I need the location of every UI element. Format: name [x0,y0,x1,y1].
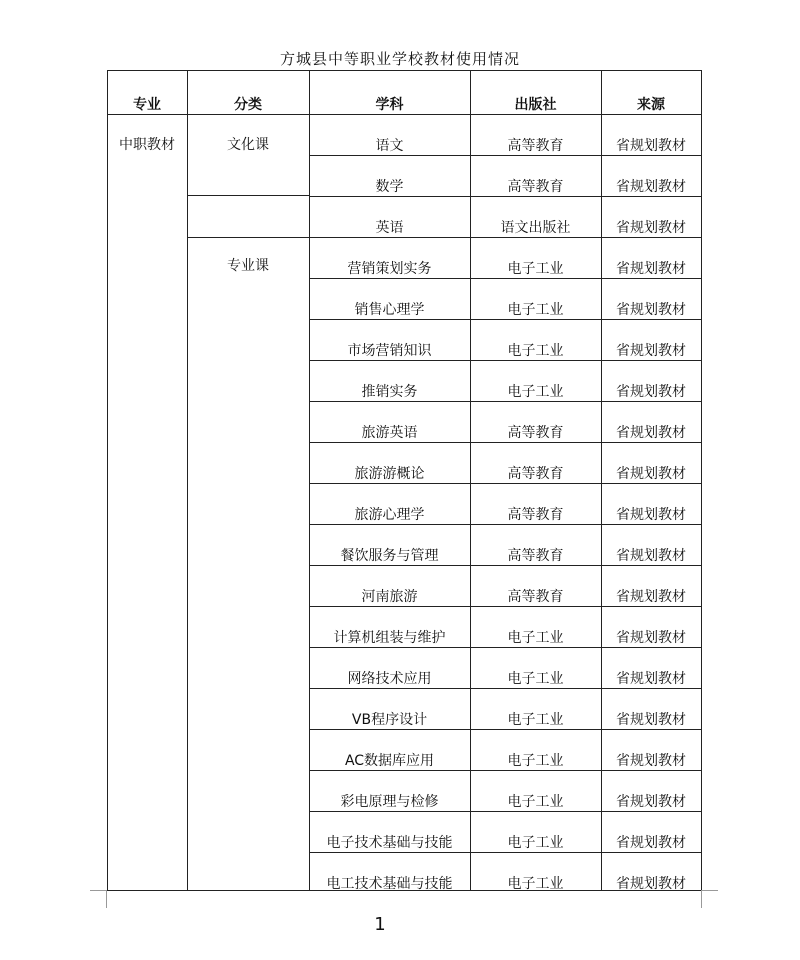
subject-cell: 电工技术基础与技能 [326,876,453,892]
row-divider [309,237,702,238]
subject-cell: VB程序设计 [351,712,428,728]
crop-mark-left [90,890,106,891]
source-cell: 省规划教材 [616,220,686,236]
source-cell: 省规划教材 [616,835,686,851]
subject-cell: 销售心理学 [354,302,425,318]
row-divider [309,524,702,525]
source-cell: 省规划教材 [616,138,686,154]
subject-cell: 旅游游概论 [354,466,425,482]
publisher-cell: 高等教育 [507,589,564,605]
subject-cell: 语文 [375,138,404,154]
source-cell: 省规划教材 [616,302,686,318]
source-cell: 省规划教材 [616,261,686,277]
source-cell: 省规划教材 [616,548,686,564]
source-cell: 省规划教材 [616,425,686,441]
subject-cell: AC数据库应用 [344,753,435,769]
row-divider [309,565,702,566]
category-divider [187,237,310,238]
publisher-cell: 电子工业 [507,794,564,810]
row-divider [309,278,702,279]
page-title: 方城县中等职业学校教材使用情况 [279,50,520,68]
source-cell: 省规划教材 [616,343,686,359]
publisher-cell: 高等教育 [507,466,564,482]
row-divider [309,729,702,730]
subject-cell: 旅游英语 [361,425,418,441]
row-divider [309,647,702,648]
major-cell: 中职教材 [119,137,175,153]
subject-cell: 计算机组装与维护 [333,630,446,646]
source-cell: 省规划教材 [616,794,686,810]
column-border-0 [107,70,108,891]
subject-cell: 河南旅游 [361,589,418,605]
row-divider [309,196,702,197]
subject-cell: 网络技术应用 [347,671,432,687]
publisher-cell: 电子工业 [507,753,564,769]
row-divider [309,319,702,320]
publisher-cell: 电子工业 [507,876,564,892]
row-divider [309,155,702,156]
row-divider [309,606,702,607]
source-cell: 省规划教材 [616,589,686,605]
category-culture: 文化课 [227,137,269,153]
table-top-border [107,70,702,71]
subject-cell: 推销实务 [361,384,418,400]
column-border-1 [187,70,188,891]
subject-cell: 餐饮服务与管理 [340,548,439,564]
column-border-5 [701,70,702,891]
row-divider [309,442,702,443]
page-number: 1 [374,914,386,935]
row-divider [309,852,702,853]
row-divider [309,401,702,402]
crop-mark-right [702,890,718,891]
header-bottom-border [107,114,702,115]
publisher-cell: 电子工业 [507,384,564,400]
source-cell: 省规划教材 [616,753,686,769]
crop-mark-left-vertical [106,890,107,908]
source-cell: 省规划教材 [616,507,686,523]
publisher-cell: 语文出版社 [500,220,571,236]
category-divider [187,195,310,196]
subject-cell: 数学 [375,179,404,195]
source-cell: 省规划教材 [616,384,686,400]
publisher-cell: 高等教育 [507,138,564,154]
subject-cell: 电子技术基础与技能 [326,835,453,851]
row-divider [309,770,702,771]
header-source: 来源 [637,97,665,113]
publisher-cell: 电子工业 [507,835,564,851]
source-cell: 省规划教材 [616,876,686,892]
header-publisher: 出版社 [514,97,557,113]
publisher-cell: 电子工业 [507,343,564,359]
source-cell: 省规划教材 [616,630,686,646]
publisher-cell: 高等教育 [507,425,564,441]
publisher-cell: 电子工业 [507,261,564,277]
source-cell: 省规划教材 [616,671,686,687]
publisher-cell: 高等教育 [507,548,564,564]
category-professional: 专业课 [227,258,269,274]
publisher-cell: 电子工业 [507,712,564,728]
publisher-cell: 电子工业 [507,630,564,646]
header-subject: 学科 [375,97,404,113]
subject-cell: 英语 [375,220,404,236]
row-divider [309,688,702,689]
row-divider [309,483,702,484]
source-cell: 省规划教材 [616,466,686,482]
subject-cell: 营销策划实务 [347,261,432,277]
subject-cell: 旅游心理学 [354,507,425,523]
publisher-cell: 电子工业 [507,302,564,318]
row-divider [309,360,702,361]
publisher-cell: 高等教育 [507,507,564,523]
header-category: 分类 [234,97,262,113]
source-cell: 省规划教材 [616,179,686,195]
row-divider [309,811,702,812]
publisher-cell: 电子工业 [507,671,564,687]
subject-cell: 市场营销知识 [347,343,432,359]
source-cell: 省规划教材 [616,712,686,728]
crop-mark-right-vertical [701,890,702,908]
publisher-cell: 高等教育 [507,179,564,195]
header-major: 专业 [133,97,161,113]
subject-cell: 彩电原理与检修 [340,794,439,810]
textbook-table [107,70,701,890]
